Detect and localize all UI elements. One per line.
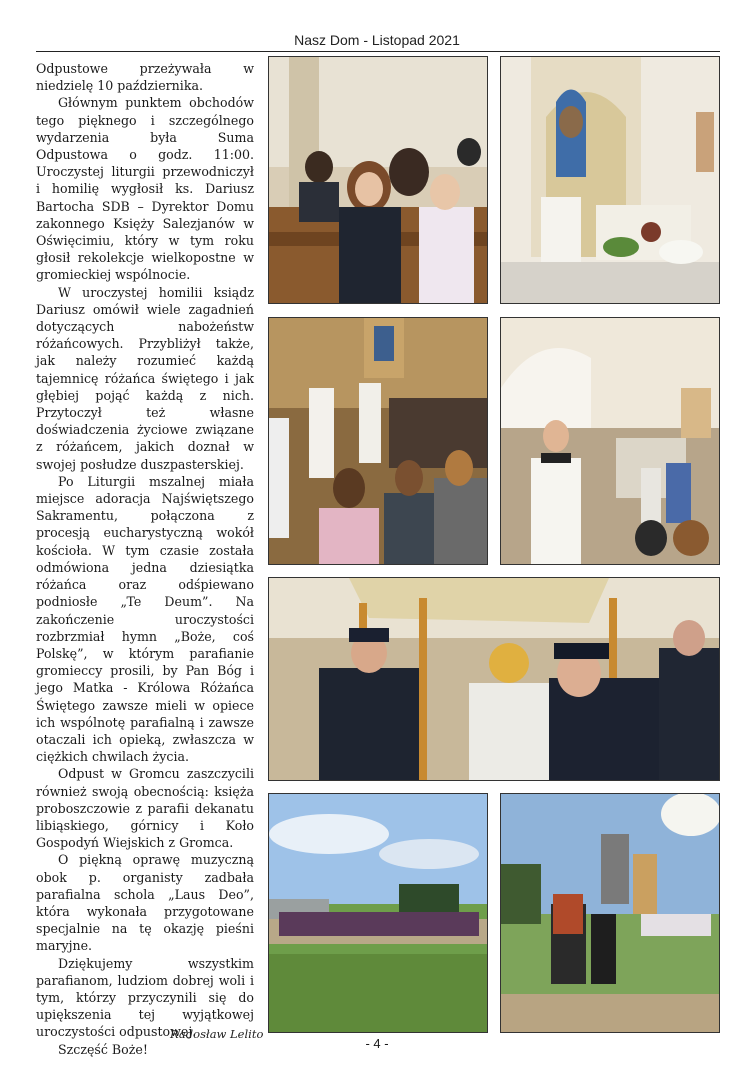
paragraph-7: Dziękujemy wszystkim parafianom, ludziom dobrej woli i tym, którzy przyczynili się do upiększenia tej wyjątkowej uroczystości odpustowej. xyxy=(36,955,254,1040)
paragraph-5: Odpust w Gromcu zaszczycili również swoją obecnością: księża proboszczowie z parafii dekanatu libiąskiego, górnicy i Koło Gospodyń Wiejskich z Gromca. xyxy=(36,766,254,851)
header-rule xyxy=(36,51,720,52)
paragraph-2: Głównym punktem obchodów tego pięknego i szczególnego wydarzenia była Suma Odpustowa o godz. 11:00. Uroczystej liturgii przewodniczył i homilię wygłosił ks. Dariusz Bartocha SDB – Dyrektor Domu zakonnego Księży Salezjanów w Oświęcimiu, który w tym roku głosił rekolekcje wielkopostne w gromieckiej wspólnocie. xyxy=(36,95,254,283)
page-header: Nasz Dom - Listopad 2021 xyxy=(294,32,460,48)
paragraph-1: Odpustowe przeżywała w niedzielę 10 października. xyxy=(36,61,254,94)
article-text xyxy=(36,60,254,1058)
paragraph-6: O piękną oprawę muzyczną obok p. organisty zadbała parafialna schola „Laus Deo”, która wykonała przygotowane specjalnie na tę okazję pieśni maryjne. xyxy=(36,852,254,954)
page-number: - 4 - xyxy=(365,1036,389,1051)
photo-priest-homily xyxy=(500,317,720,565)
photo-congregation-pews xyxy=(268,56,488,304)
paragraph-8: Szczęść Boże! xyxy=(58,1041,148,1057)
paragraph-3: W uroczystej homilii ksiądz Dariusz omówił wiele zagadnień dotyczących nabożeństw różańcowych. Przybliżył także, jak należy rozumieć każdą tajemnicę różańca świętego i jak głębiej pojąć każdą z nich. Przytoczył też własne doświadczenia życiowe związane z różańcem, jakich doznał w swojej posłudze duszpasterskiej. xyxy=(36,284,254,472)
article-author: Radosław Lelito xyxy=(170,1027,264,1041)
photo-procession-nave xyxy=(268,317,488,565)
photo-outdoor-procession xyxy=(268,793,488,1033)
photo-monstrance-canopy xyxy=(268,577,720,781)
photo-banners-procession xyxy=(500,793,720,1033)
paragraph-4: Po Liturgii mszalnej miała miejsce adoracja Najświętszego Sakramentu, połączona z procesją eucharystyczną wokół kościoła. W tym czasie została odmówiona jedna dziesiątka różańca oraz odśpiewano podniosłe „Te Deum”. Na zakończenie uroczystości rozbrzmiał hymn „Boże, coś Polskę”, w którym parafianie gromieccy prosili, by Pan Bóg i jego Matka - Królowa Różańca Świętego zawsze mieli w opiece ich wspólnotę parafialną i zawsze otaczali ich opieką, zwłaszcza w ciężkich chwilach życia. xyxy=(36,473,254,765)
photo-altar xyxy=(500,56,720,304)
